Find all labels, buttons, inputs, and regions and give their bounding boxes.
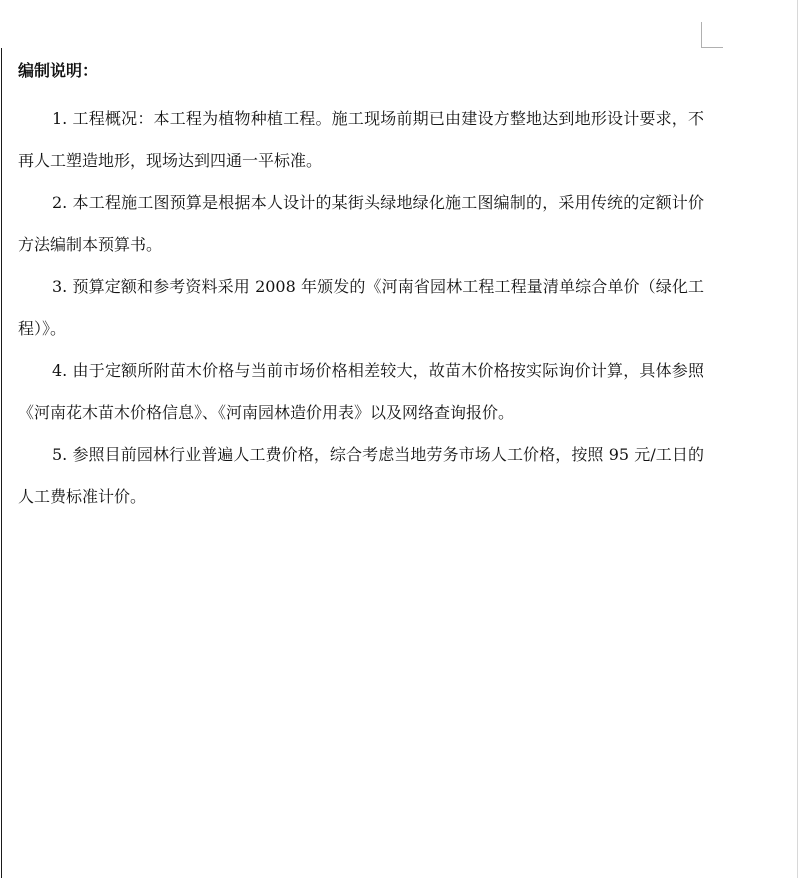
paragraph-project-overview: 1. 工程概况：本工程为植物种植工程。施工现场前期已由建设方整地达到地形设计要求，不再人工塑造地形，现场达到四通一平标准。 bbox=[18, 109, 704, 170]
document-body bbox=[18, 58, 704, 518]
margin-corner-mark bbox=[701, 22, 723, 48]
paragraph-quota-reference: 3. 预算定额和参考资料采用 2008 年颁发的《河南省园林工程工程量清单综合单价（绿化工程）》。 bbox=[18, 277, 704, 338]
section-heading: 编制说明： bbox=[18, 61, 99, 80]
paragraph-budget-basis: 2. 本工程施工图预算是根据本人设计的某街头绿地绿化施工图编制的，采用传统的定额计价方法编制本预算书。 bbox=[18, 193, 704, 254]
page-right-border bbox=[797, 0, 798, 878]
paragraph-seedling-pricing: 4. 由于定额所附苗木价格与当前市场价格相差较大，故苗木价格按实际询价计算，具体参照《河南花木苗木价格信息》、《河南园林造价用表》以及网络查询报价。 bbox=[18, 361, 704, 422]
page-left-border bbox=[1, 48, 2, 878]
paragraph-labor-cost: 5. 参照目前园林行业普遍人工费价格，综合考虑当地劳务市场人工价格，按照 95 元/工日的人工费标准计价。 bbox=[18, 445, 704, 506]
